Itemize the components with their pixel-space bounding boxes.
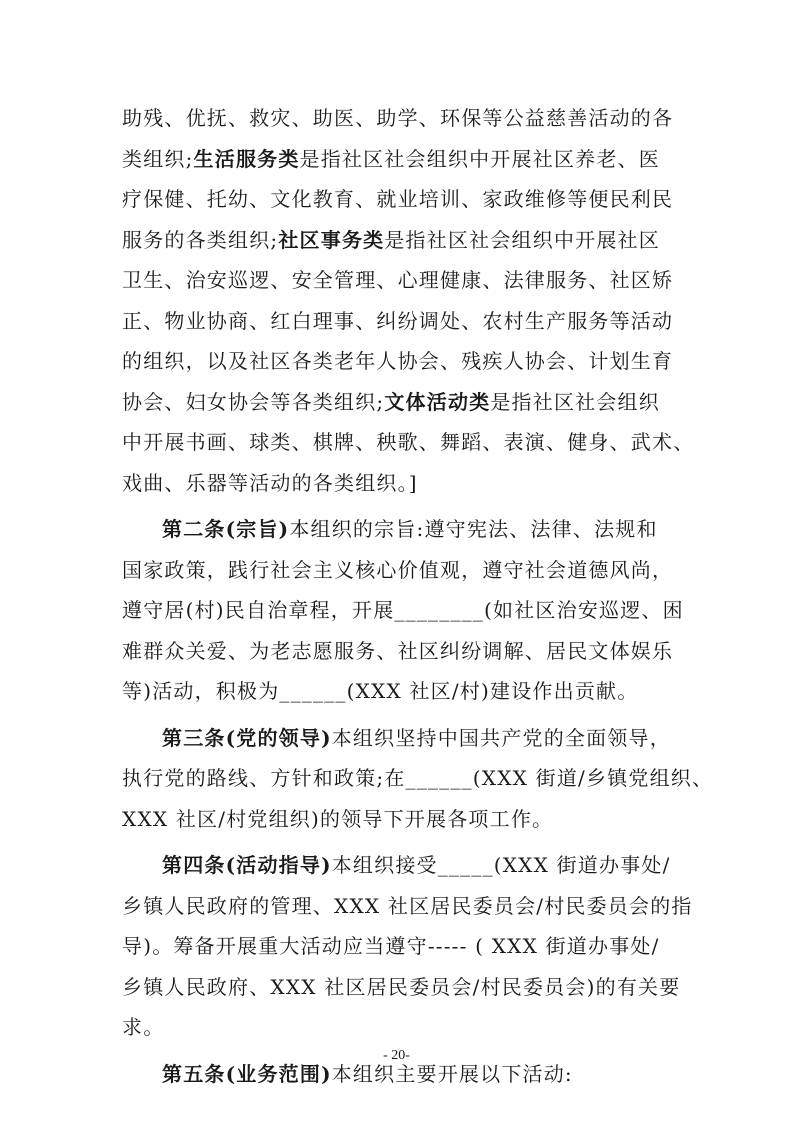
paragraph-1-line-5: 卫生、治安巡逻、安全管理、心理健康、法律服务、社区矫 [122, 268, 674, 292]
paragraph-1-line-4 [122, 220, 680, 261]
text: 执行党的路线、方针和政策;在 [122, 766, 406, 790]
paragraph-1-line-3: 疗保健、托幼、文化教育、就业培训、家政维修等便民利民 [122, 187, 674, 211]
category-culture-sports: 文体活动类 [384, 389, 491, 414]
article-4-line-1 [122, 845, 680, 886]
article-3-line-3: XXX 社区/村党组织)的领导下开展各项工作。 [122, 806, 554, 831]
blank-field: ______ [405, 766, 473, 790]
page-number: - 20- [383, 1048, 410, 1063]
text: 导)。筹备开展重大活动应当遵守 [122, 934, 428, 958]
paragraph-1-line-7: 的组织，以及社区各类老年人协会、残疾人协会、计划生育 [122, 349, 674, 373]
text: 是指社区社会组织中开展社区养老、医 [299, 146, 660, 171]
text: 本组织接受 [331, 853, 438, 877]
blank-field: ________ [394, 598, 485, 622]
article-4-line-4: 乡镇人民政府、XXX 社区居民委员会/村民委员会)的有关要 [122, 974, 681, 999]
text: 本组织的宗旨:遵守宪法、法律、法规和 [289, 517, 658, 541]
article-2-line-4: 难群众关爱、为老志愿服务、社区纠纷调解、居民文体娱乐 [122, 638, 674, 663]
article-3-line-1 [122, 718, 680, 759]
blank-field: ----- [427, 934, 468, 958]
paragraph-1-line-2 [122, 139, 680, 180]
text: 等)活动，积极为 [122, 679, 280, 703]
category-community-affairs: 社区事务类 [278, 227, 385, 252]
text: 是指社区社会组织 [490, 389, 660, 414]
article-4-heading: 第四条(活动指导) [162, 853, 332, 877]
text: (XXX 社区/村)建设作出贡献。 [346, 679, 639, 703]
text: 是指社区社会组织中开展社区 [384, 227, 660, 252]
paragraph-1-line-6: 正、物业协商、红白理事、纠纷调处、农村生产服务等活动 [122, 308, 674, 333]
article-2-line-1 [122, 509, 680, 550]
article-2-line-3 [122, 590, 684, 631]
paragraph-1-line-8 [122, 382, 680, 423]
article-4-line-3 [122, 926, 680, 967]
text: 类组织; [122, 146, 194, 171]
article-2-line-2: 国家政策，践行社会主义核心价值观，遵守社会道德风尚， [122, 557, 674, 582]
paragraph-1-line-1: 助残、优抚、救灾、助医、助学、环保等公益慈善活动的各 [122, 106, 674, 130]
text: 服务的各类组织; [122, 227, 279, 252]
body-text [122, 98, 714, 1094]
article-4-line-2: 乡镇人民政府的管理、XXX 社区居民委员会/村民委员会的指 [122, 893, 693, 918]
text: (XXX 街道/乡镇党组织、 [472, 766, 714, 790]
text: ( XXX 街道办事处/ [467, 934, 660, 958]
paragraph-1-line-9: 中开展书画、球类、棋牌、秧歌、舞蹈、表演、健身、武术、 [122, 430, 695, 454]
category-life-services: 生活服务类 [193, 146, 300, 171]
blank-field: ______ [279, 679, 347, 703]
article-3-line-2 [122, 758, 714, 799]
article-4-line-5: 求。 [122, 1015, 165, 1039]
text: 本组织主要开展以下活动: [331, 1061, 573, 1086]
text: 协会、妇女协会等各类组织; [122, 389, 385, 414]
article-2-heading: 第二条(宗旨) [162, 517, 290, 541]
text: (XXX 街道办事处/ [493, 853, 671, 877]
article-5-heading: 第五条(业务范围) [162, 1061, 332, 1086]
text: (如社区治安巡逻、困 [484, 598, 684, 622]
text: 遵守居(村)民自治章程，开展 [122, 598, 395, 622]
article-3-heading: 第三条(党的领导) [162, 725, 332, 750]
text: 本组织坚持中国共产党的全面领导， [331, 725, 671, 750]
article-2-line-5 [122, 671, 680, 712]
paragraph-1-line-10: 戏曲、乐器等活动的各类组织。] [122, 470, 418, 495]
blank-field: _____ [437, 853, 494, 877]
